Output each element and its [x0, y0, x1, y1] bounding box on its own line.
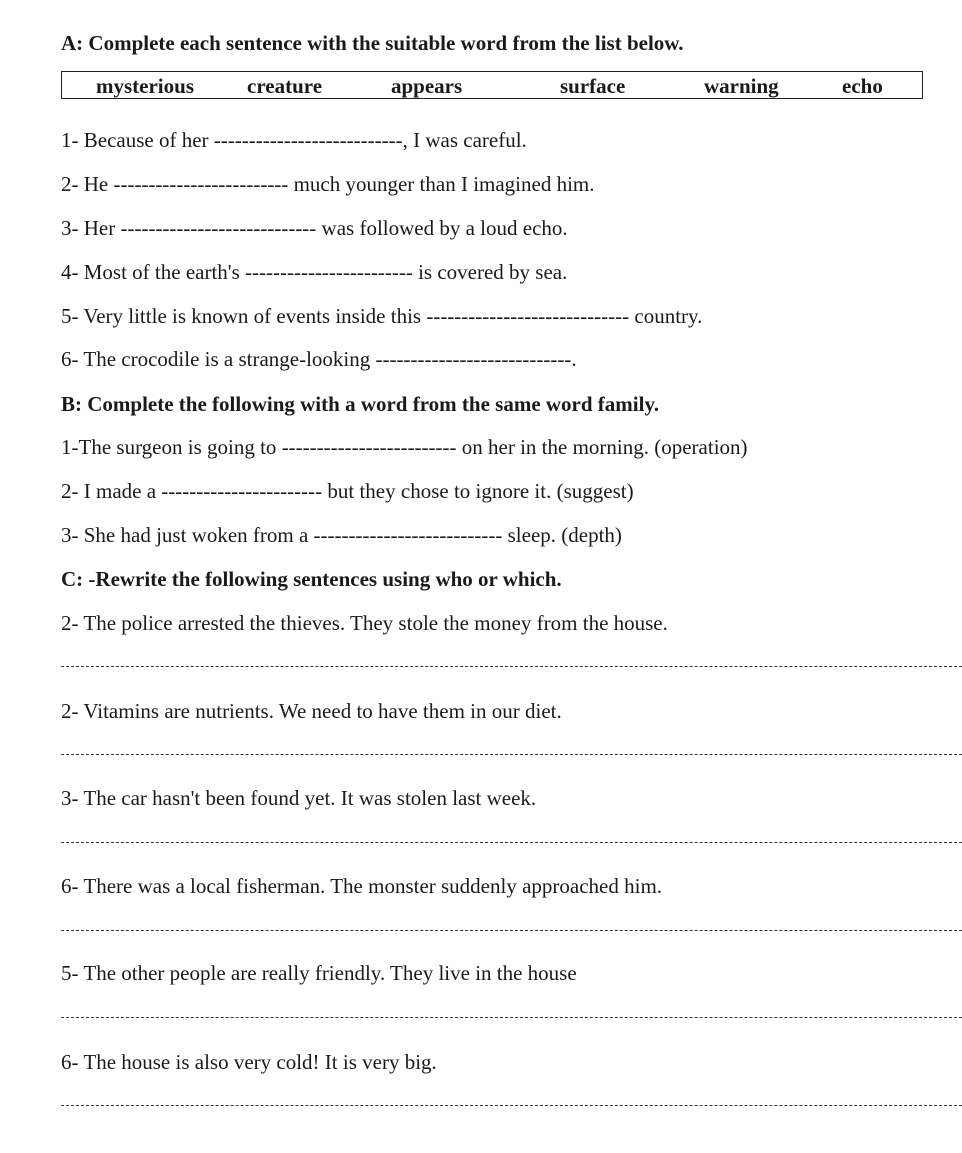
- section-b-heading: B: Complete the following with a word from the same word family.: [61, 392, 660, 416]
- fill-blank[interactable]: ----------------------------: [120, 216, 317, 240]
- section-c-heading: C: -Rewrite the following sentences using who or which.: [61, 567, 562, 591]
- sentence-a6: 6- The crocodile is a strange-looking ----------------------------.: [61, 347, 577, 371]
- sentence-a4: 4- Most of the earth's ------------------------ is covered by sea.: [61, 260, 568, 284]
- fill-blank[interactable]: -------------------------: [281, 435, 457, 459]
- section-a-heading: A: Complete each sentence with the suitable word from the list below.: [61, 31, 684, 55]
- fill-blank[interactable]: ----------------------------: [375, 347, 572, 371]
- word-list-item: mysterious: [96, 74, 194, 98]
- rewrite-prompt: 3- The car hasn't been found yet. It was stolen last week.: [61, 786, 537, 810]
- answer-line[interactable]: [61, 1017, 962, 1018]
- rewrite-prompt: 6- There was a local fisherman. The monster suddenly approached him.: [61, 874, 663, 898]
- sentence-b1: 1-The surgeon is going to ------------------------- on her in the morning. (operation): [61, 435, 748, 459]
- answer-line[interactable]: [61, 842, 962, 843]
- fill-blank[interactable]: -----------------------: [161, 479, 323, 503]
- answer-line[interactable]: [61, 1105, 962, 1106]
- fill-blank[interactable]: ------------------------: [245, 260, 413, 284]
- answer-line[interactable]: [61, 754, 962, 755]
- rewrite-prompt: 6- The house is also very cold! It is very big.: [61, 1050, 437, 1074]
- word-list-item: surface: [560, 74, 626, 98]
- fill-blank[interactable]: ---------------------------: [313, 523, 503, 547]
- answer-line[interactable]: [61, 666, 962, 667]
- rewrite-prompt: 5- The other people are really friendly. They live in the house: [61, 961, 577, 985]
- sentence-a2: 2- He ------------------------- much younger than I imagined him.: [61, 172, 595, 196]
- sentence-a5: 5- Very little is known of events inside this ----------------------------- country.: [61, 304, 703, 328]
- sentence-a1: 1- Because of her ---------------------------, I was careful.: [61, 128, 527, 152]
- word-list-box: [61, 71, 923, 99]
- rewrite-prompt: 2- The police arrested the thieves. They stole the money from the house.: [61, 611, 668, 635]
- word-list-item: appears: [391, 74, 463, 98]
- fill-blank[interactable]: ---------------------------: [213, 128, 403, 152]
- word-list-item: echo: [842, 74, 883, 98]
- rewrite-prompt: 2- Vitamins are nutrients. We need to have them in our diet.: [61, 699, 562, 723]
- answer-line[interactable]: [61, 930, 962, 931]
- word-list-item: creature: [247, 74, 323, 98]
- fill-blank[interactable]: -------------------------: [113, 172, 289, 196]
- sentence-b3: 3- She had just woken from a --------------------------- sleep. (depth): [61, 523, 622, 547]
- sentence-a3: 3- Her ---------------------------- was followed by a loud echo.: [61, 216, 568, 240]
- sentence-b2: 2- I made a ----------------------- but they chose to ignore it. (suggest): [61, 479, 634, 503]
- fill-blank[interactable]: -----------------------------: [426, 304, 630, 328]
- word-list-item: warning: [704, 74, 779, 98]
